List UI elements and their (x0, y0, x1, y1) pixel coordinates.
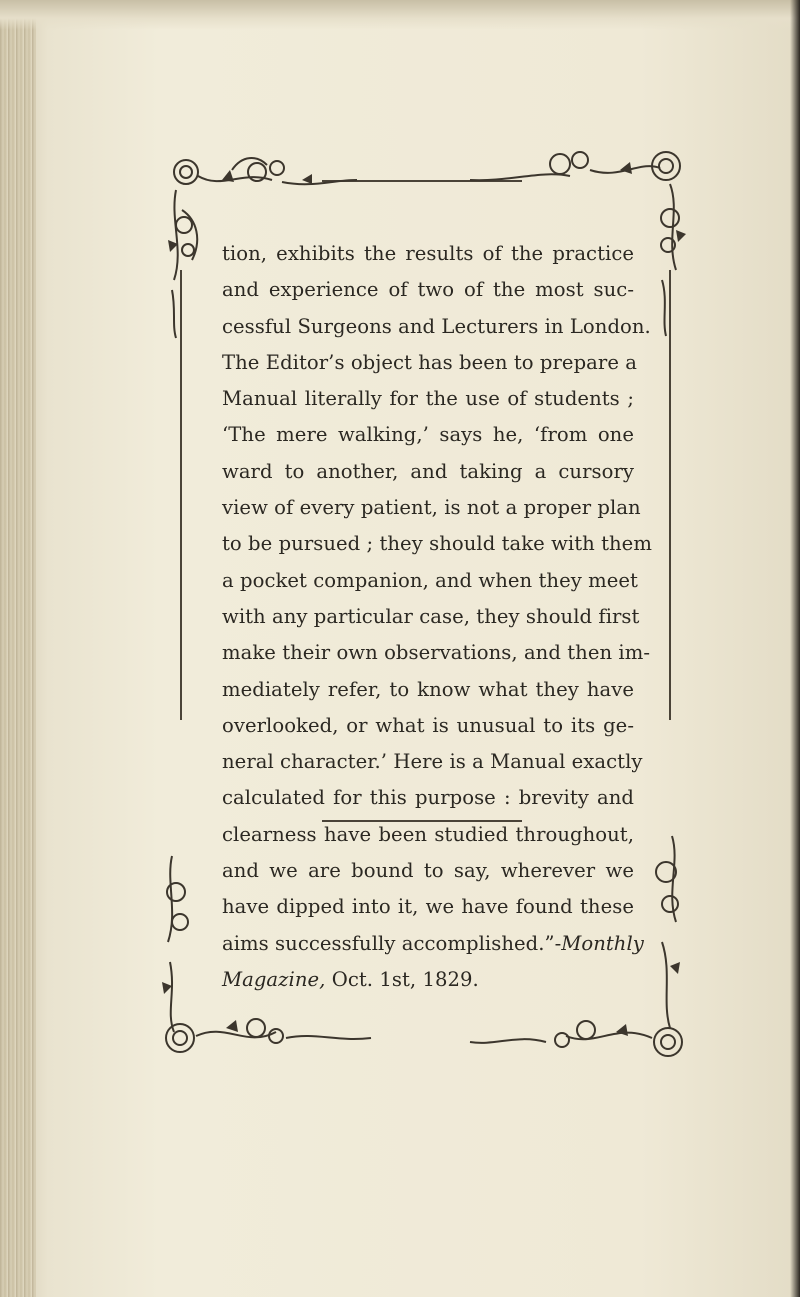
quotation-text-block (222, 236, 652, 998)
text-line: and experience of two of the most suc- (222, 278, 634, 302)
text-line: ‘The mere walking,’ says he, ‘from one (222, 423, 634, 447)
page-right-edge (790, 0, 800, 1297)
citation-text: aims successfully accomplished.”- (222, 931, 562, 955)
text-line: view of every patient, is not a proper plan (222, 496, 641, 520)
text-line: ward to another, and taking a cursory (222, 459, 634, 483)
text-line: tion, exhibits the results of the practice (222, 242, 634, 265)
text-line: clearness have been studied throughout, (222, 822, 634, 846)
text-line: overlooked, or what is unusual to its ge- (222, 713, 634, 737)
citation-date: Oct. 1st, 1829. (325, 967, 479, 991)
text-line: Manual literally for the use of students ; (222, 387, 634, 411)
citation-source-title: Monthly (561, 931, 644, 955)
text-line: cessful Surgeons and Lecturers in London. (222, 314, 651, 338)
page-top-edge (0, 0, 800, 30)
text-line: calculated for this purpose : brevity and (222, 786, 634, 810)
text-line: The Editor’s object has been to prepare a (222, 350, 637, 374)
text-line: mediately refer, to know what they have (222, 677, 634, 701)
text-line: a pocket companion, and when they meet (222, 568, 638, 592)
text-line: and we are bound to say, wherever we (222, 859, 634, 883)
text-line-citation-date (222, 962, 634, 998)
text-line: with any particular case, they should first (222, 604, 640, 628)
text-line: neral character.’ Here is a Manual exactly (222, 750, 643, 774)
text-line: to be pursued ; they should take with them (222, 532, 652, 556)
text-line: make their own observations, and then im- (222, 641, 651, 665)
text-line: have dipped into it, we have found these (222, 895, 634, 919)
text-line-citation (222, 926, 644, 962)
citation-source-title: Magazine, (222, 967, 326, 991)
book-spine-edge (0, 0, 36, 1297)
